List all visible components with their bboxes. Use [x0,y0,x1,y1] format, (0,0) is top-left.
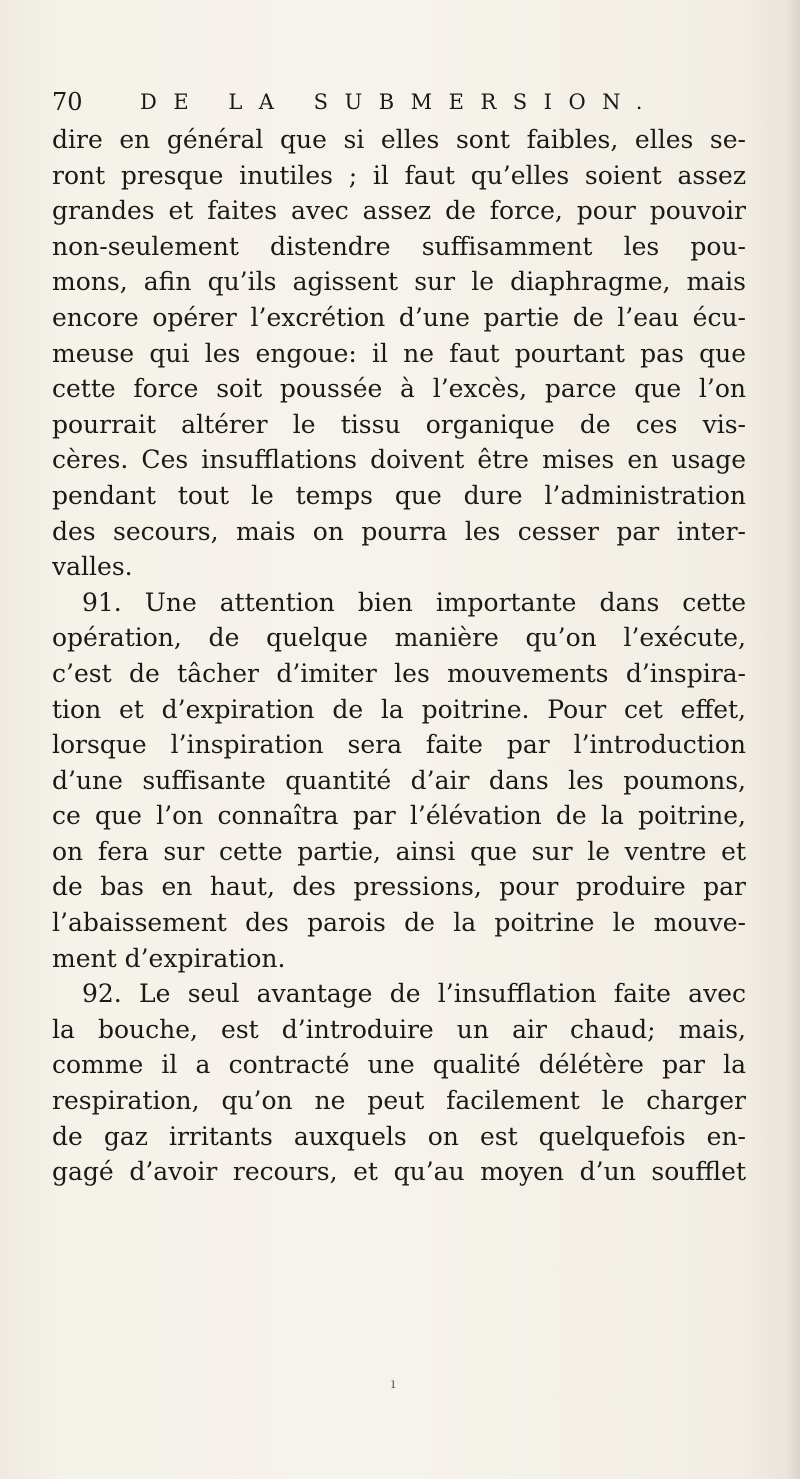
footer-mark: ı [391,1376,396,1392]
text-line: dire en général que si elles sont faibles, elles se- [52,125,746,154]
text-line: de bas en haut, des pressions, pour produire par [52,872,746,902]
text-line: ront presque inutiles ; il faut qu’elles soient assez [52,160,746,190]
text-line: on fera sur cette partie, ainsi que sur le ventre et [52,836,746,866]
text-line: pourrait altérer le tissu organique de ces vis- [52,409,746,439]
text-line: des secours, mais on pourra les cesser par inter- [52,516,746,546]
text-line: valles. [52,552,133,582]
text-line: ce que l’on connaîtra par l’élévation de la poitrine, [52,801,746,831]
text-line: ment d’expiration. [52,943,286,973]
text-line: comme il a contracté une qualité délétère par la [52,1050,746,1080]
running-title: DE LA SUBMERSION. [140,90,659,114]
text-line: d’une suffisante quantité d’air dans les poumons, [52,765,746,795]
text-line: mons, afin qu’ils agissent sur le diaphragme, mais [52,267,746,297]
text-line: de gaz irritants auxquels on est quelquefois en- [52,1121,746,1151]
text-line: opération, de quelque manière qu’on l’exécute, [52,623,746,653]
text-line: non-seulement distendre suffisamment les pou- [52,231,746,261]
text-line: respiration, qu’on ne peut facilement le charger [52,1086,746,1116]
body-text [52,122,746,1190]
text-line: meuse qui les engoue: il ne faut pourtant pas que [52,338,746,368]
page-number: 70 [52,88,83,116]
text-line: la bouche, est d’introduire un air chaud; mais, [52,1014,746,1044]
paragraph-92-start: 92. Le seul avantage de l’insufflation faite avec [82,979,746,1009]
text-line: cette force soit poussée à l’excès, parce que l’on [52,374,746,404]
text-line: lorsque l’inspiration sera faite par l’introduction [52,730,746,760]
text-line: cères. Ces insufflations doivent être mises en usage [52,445,746,475]
text-line: c’est de tâcher d’imiter les mouvements d’inspira- [52,658,746,688]
text-line: l’abaissement des parois de la poitrine le mouve- [52,908,746,938]
text-line: grandes et faites avec assez de force, pour pouvoir [52,196,746,226]
text-line: encore opérer l’excrétion d’une partie de l’eau écu- [52,302,746,332]
text-line: tion et d’expiration de la poitrine. Pour cet effet, [52,694,746,724]
paragraph-91-start: 91. Une attention bien importante dans cette [82,587,746,617]
text-line: pendant tout le temps que dure l’administration [52,480,746,510]
running-header [52,84,752,120]
text-line: gagé d’avoir recours, et qu’au moyen d’un soufflet [52,1157,746,1187]
page-edge-shadow [786,0,800,1479]
